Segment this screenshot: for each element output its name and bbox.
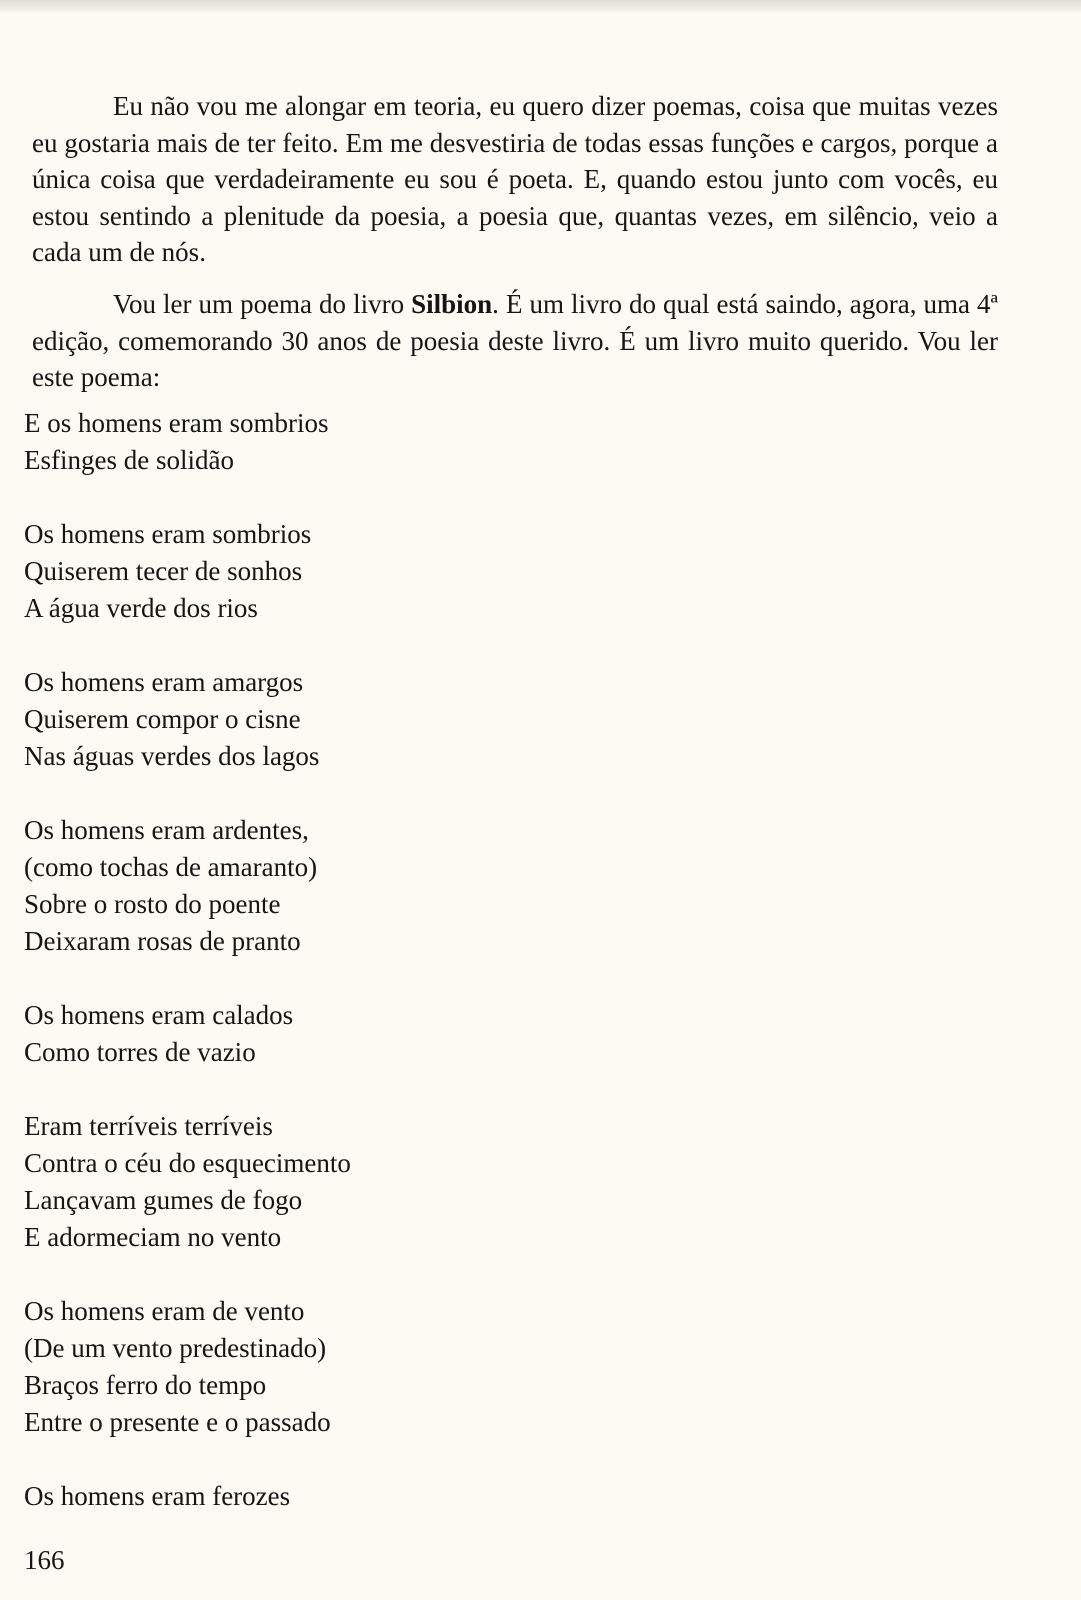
paragraph-2-text-after: . É um livro do qual está saindo, agora, uma 4ª edição, comemorando 30 anos de poesia deste livro. É um livro muito querido. Vou ler este poema:	[32, 289, 998, 392]
poem-verse: Lançavam gumes de fogo	[24, 1185, 303, 1215]
paragraph-1	[32, 88, 998, 271]
poem-verse: Os homens eram ferozes	[24, 1481, 291, 1511]
poem-verse: E adormeciam no vento	[24, 1222, 282, 1252]
poem-verse: Como torres de vazio	[24, 1037, 256, 1067]
poem-verse: Sobre o rosto do poente	[24, 889, 281, 919]
poem-verse: Eram terríveis terríveis	[24, 1111, 273, 1141]
poem-stanza	[24, 1478, 724, 1515]
poem-stanza	[24, 664, 724, 775]
poem-stanza	[24, 1293, 724, 1441]
poem-stanza	[24, 516, 724, 627]
poem-verse: (como tochas de amaranto)	[24, 852, 318, 882]
paragraph-2	[32, 286, 998, 396]
poem-verse: Quiserem tecer de sonhos	[24, 556, 303, 586]
poem-verse: A água verde dos rios	[24, 593, 258, 623]
page-number: 166	[24, 1545, 65, 1575]
poem-verse: (De um vento predestinado)	[24, 1333, 327, 1363]
poem-verse: Os homens eram de vento	[24, 1296, 305, 1326]
poem-stanza	[24, 1108, 724, 1256]
poem-verse: Braços ferro do tempo	[24, 1370, 267, 1400]
poem-verse: Os homens eram calados	[24, 1000, 294, 1030]
poem-stanza	[24, 812, 724, 960]
poem-verse: Os homens eram sombrios	[24, 519, 312, 549]
poem-verse: Quiserem compor o cisne	[24, 704, 301, 734]
book-title: Silbion	[411, 289, 493, 319]
poem-verse: Os homens eram amargos	[24, 667, 304, 697]
poem-stanza	[24, 997, 724, 1071]
poem-verse: Deixaram rosas de pranto	[24, 926, 301, 956]
poem	[24, 405, 724, 1552]
paragraph-1-text: Eu não vou me alongar em teoria, eu quero dizer poemas, coisa que muitas vezes eu gostaria mais de ter feito. Em me desvestiria de todas essas funções e cargos, porque a única coisa que verdadeiramente eu sou é poeta. E, quando estou junto com vocês, eu estou sentindo a plenitude da poesia, a poesia que, quantas vezes, em silêncio, veio a cada um de nós.	[32, 91, 998, 267]
poem-verse: Os homens eram ardentes,	[24, 815, 309, 845]
poem-verse: Nas águas verdes dos lagos	[24, 741, 320, 771]
poem-stanza	[24, 405, 724, 479]
poem-verse: Entre o presente e o passado	[24, 1407, 331, 1437]
poem-verse: E os homens eram sombrios	[24, 408, 329, 438]
poem-verse: Contra o céu do esquecimento	[24, 1148, 351, 1178]
poem-verse: Esfinges de solidão	[24, 445, 234, 475]
paragraph-2-text-before: Vou ler um poema do livro	[113, 289, 412, 319]
